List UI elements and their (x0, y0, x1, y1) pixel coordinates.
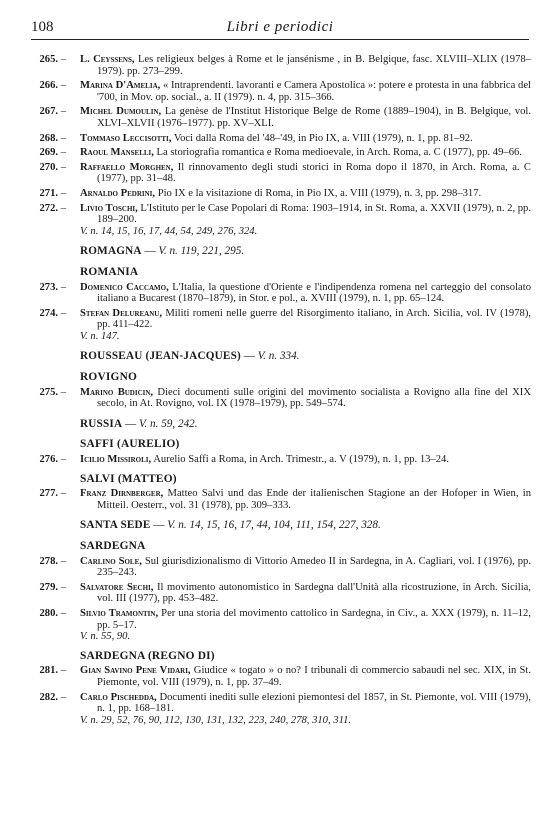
entry-number: 281. – (31, 665, 66, 677)
entry-number: 275. – (31, 387, 66, 399)
entry-number: 282. – (31, 692, 66, 704)
crossref-russia: RUSSIA — V. n. 59, 242. (80, 417, 198, 430)
entry-number: 268. – (31, 133, 66, 145)
crossref-text: V. n. 119, 221, 295. (158, 245, 245, 258)
entry-citation: Aurelio Saffi a Roma, in Arch. Trimestr., a. V (1979), n. 1, pp. 13–24. (151, 454, 449, 466)
entry-author: Marina D'Amelia, (80, 80, 161, 92)
entry-body (80, 387, 531, 410)
entry-author: Domenico Caccamo, (80, 281, 169, 293)
entry-citation: Pio IX e la visitazione di Roma, in Pio IX, a. VIII (1979), n. 3, pp. 298–317. (155, 187, 482, 199)
crossref-text: V. n. 334. (257, 350, 300, 363)
entry-citation: Les religieux belges à Rome et le jansénisme , in B. Belgique, fasc. XLVIII–XLIX (1978–1979). pp. 273–299. (97, 54, 531, 77)
entry-author: Carlo Pischedda, (80, 691, 157, 703)
entry-body (80, 454, 531, 466)
section-heading-sardegna: SARDEGNA (80, 540, 146, 552)
entries-group-salvi (31, 488, 531, 511)
entry-citation: La storiografia romantica e Roma medioevale, in Arch. Roma, a. C (1977), pp. 49–66. (153, 147, 522, 159)
section-heading-rovigno: ROVIGNO (80, 371, 138, 384)
entry-citation: Documenti inediti sulle elezioni piemontesi del 1857, in St. Piemonte, vol. VIII (1979), n. 1, pp. 168–181. (97, 691, 531, 715)
page-number: 108 (31, 19, 54, 35)
bibliography-entry (31, 147, 531, 159)
entry-see-also: V. n. 147. (80, 330, 120, 342)
entry-author: Salvatore Sechi, (80, 581, 154, 593)
entry-citation: Giudice « togato » o no? I tribunali di commercio sabaudi nel sec. XIX, in St. Piemonte, vol. VIII (1979), n. 1, pp. 37–49. (97, 665, 531, 688)
entry-number: 267. – (31, 106, 66, 118)
bibliography-entry (31, 556, 531, 579)
entry-author: Silvio Tramontin, (80, 607, 159, 619)
entry-author: Livio Toschi, (80, 202, 138, 214)
crossref-text: V. n. 59, 242. (139, 417, 198, 430)
bibliography-entry (31, 387, 531, 410)
entries-group-rovigno (31, 387, 531, 410)
entry-number: 266. – (31, 80, 66, 92)
entry-author: Icilio Missiroli, (80, 454, 152, 466)
entry-citation: La genèse de l'Institut Historique Belge de Rome (1889–1904), in B. Belgique, vol. XLVI–XLVII (1976–1977). pp. XV–XLI. (97, 106, 531, 129)
crossref-heading: ROMAGNA (80, 245, 142, 258)
bibliography-entry (31, 488, 531, 511)
crossref-romagna: ROMAGNA — V. n. 119, 221, 295. (80, 245, 245, 258)
entry-citation: Il movimento autonomistico in Sardegna dall'Unità alla ricostruzione, in Arch. Sicilia, vol. III (1977), pp. 453–482. (97, 581, 531, 605)
entry-number: 271. – (31, 188, 66, 200)
entry-citation: L'Istituto per le Case Popolari di Roma: 1903–1914, in St. Roma, a. XXVII (1979), n. 2, pp. 189–200. (97, 202, 531, 226)
entry-author: Michel Dumoulin, (80, 106, 162, 118)
entry-body (80, 308, 531, 343)
entry-number: 270. – (31, 162, 66, 174)
entry-citation: Voci dalla Roma del '48–'49, in Pio IX, a. VIII (1979), n. 1, pp. 81–92. (171, 132, 473, 144)
entry-number: 269. – (31, 147, 66, 159)
entry-number: 273. – (31, 282, 66, 294)
entry-citation: Sul giurisdizionalismo di Vittorio Amedeo II in Sardegna, in A. Cagliari, vol. I (1976), pp. 235–243. (97, 555, 531, 579)
entry-citation: Dieci documenti sulle origini del movimento socialista a Rovigno alla fine del XIX secolo, in At. Rovigno, vol. IX (1978–1979), pp. 549–574. (97, 386, 531, 410)
entry-number: 280. – (31, 608, 66, 620)
entry-number: 265. – (31, 54, 66, 66)
entry-citation: L'Italia, la questione d'Oriente e l'indipendenza romena nel carteggio del consolato italiano a Bucarest (1870–1879), in Stor. e pol., a. XVIII (1979), n. 1, pp. 65–124. (97, 281, 531, 305)
entry-number: 279. – (31, 582, 66, 594)
crossref-heading: ROUSSEAU (JEAN-JACQUES) (80, 350, 241, 363)
entries-group-saffi (31, 454, 531, 466)
entry-body (80, 80, 531, 103)
entry-author: Marino Budicin, (80, 386, 154, 398)
bibliography-entry (31, 608, 531, 643)
entry-author: Tommaso Leccisotti, (80, 132, 172, 144)
entry-body (80, 608, 531, 643)
section-heading-saffi: SAFFI (AURELIO) (80, 438, 180, 451)
running-title: Libri e periodici (226, 19, 334, 35)
bibliography-entry (31, 454, 531, 466)
entry-body (80, 582, 531, 605)
entry-number: 274. – (31, 308, 66, 320)
entry-author: Stefan Delureanu, (80, 307, 162, 319)
entry-author: Franz Dirnberger, (80, 488, 164, 500)
crossref-text: V. n. 14, 15, 16, 17, 44, 104, 111, 154, 227, 328. (167, 519, 381, 532)
entry-body (80, 282, 531, 305)
entry-author: Arnaldo Pedrini, (80, 187, 156, 199)
entry-body (80, 665, 531, 688)
bibliography-entry (31, 582, 531, 605)
entry-number: 277. – (31, 488, 66, 500)
bibliography-entry (31, 188, 531, 200)
bibliography-entry (31, 54, 531, 77)
entry-see-also: V. n. 55, 90. (80, 631, 131, 643)
entry-see-also: V. n. 29, 52, 76, 90, 112, 130, 131, 132, 223, 240, 278, 310, 311. (80, 714, 352, 726)
bibliography-entry (31, 282, 531, 305)
bibliography-entry (31, 162, 531, 185)
bibliography-entry (31, 692, 531, 727)
entry-body (80, 147, 531, 159)
bibliography-entry (31, 203, 531, 238)
entry-author: Gian Savino Pene Vidari, (80, 665, 191, 677)
entries-group-sardegna-regno (31, 665, 531, 726)
entry-author: Raffaello Morghen, (80, 161, 174, 173)
section-heading-salvi: SALVI (MATTEO) (80, 472, 177, 485)
entry-body (80, 133, 531, 145)
bibliography-content (31, 54, 531, 729)
bibliography-entry (31, 665, 531, 688)
entry-body (80, 203, 531, 238)
entry-author: L. Ceyssens, (80, 54, 135, 65)
entry-number: 272. – (31, 203, 66, 215)
section-heading-romania: ROMANIA (80, 265, 139, 278)
entries-group-roma (31, 54, 531, 237)
entry-number: 278. – (31, 556, 66, 568)
entry-body (80, 488, 531, 511)
entry-body (80, 162, 531, 185)
entry-body (80, 54, 531, 77)
entry-body (80, 556, 531, 579)
crossref-heading: SANTA SEDE (80, 519, 151, 532)
entry-body (80, 106, 531, 129)
entry-author: Raoul Manselli, (80, 147, 154, 159)
bibliography-entry (31, 106, 531, 129)
section-heading-sardegna-regno: SARDEGNA (REGNO DI) (80, 649, 215, 662)
entry-citation: Militi romeni nelle guerre del Risorgimento italiano, in Arch. Sicilia, vol. IV (1978), pp. 411–422. (97, 307, 531, 331)
entries-group-romania (31, 282, 531, 343)
entry-author: Carlino Sole, (80, 555, 142, 567)
entry-citation: Il rinnovamento degli studi storici in Roma dopo il 1870, in Arch. Roma, a. C (1977), pp. 31–48. (97, 161, 531, 185)
entry-number: 276. – (31, 454, 66, 466)
entry-citation: Per una storia del movimento cattolico in Sardegna, in Civ., a. XXX (1979), n. 11–12, pp. 5–17. (97, 607, 531, 631)
page-header (31, 19, 529, 40)
bibliography-entry (31, 80, 531, 103)
entry-see-also: V. n. 14, 15, 16, 17, 44, 54, 249, 276, 324. (80, 225, 258, 237)
entry-citation: Matteo Salvi und das Ende der italienischen Stagione an der Hofoper in Wien, in Mitteil. Oesterr., vol. 31 (1978), pp. 309–333. (97, 488, 532, 511)
crossref-santa-sede: SANTA SEDE — V. n. 14, 15, 16, 17, 44, 104, 111, 154, 227, 328. (80, 519, 381, 532)
entries-group-sardegna (31, 556, 531, 643)
entry-citation: « Intraprendenti. lavoranti e Camera Apostolica »: potere e protesta in una fabbrica del '700, in Mov. op. social., a. II (1979). n. 4, pp. 315–366. (97, 80, 531, 103)
bibliography-entry (31, 308, 531, 343)
entry-body (80, 188, 531, 200)
crossref-heading: RUSSIA (80, 417, 123, 430)
crossref-rousseau: ROUSSEAU (JEAN-JACQUES) — V. n. 334. (80, 350, 300, 363)
entry-body (80, 692, 531, 727)
bibliography-entry (31, 133, 531, 145)
